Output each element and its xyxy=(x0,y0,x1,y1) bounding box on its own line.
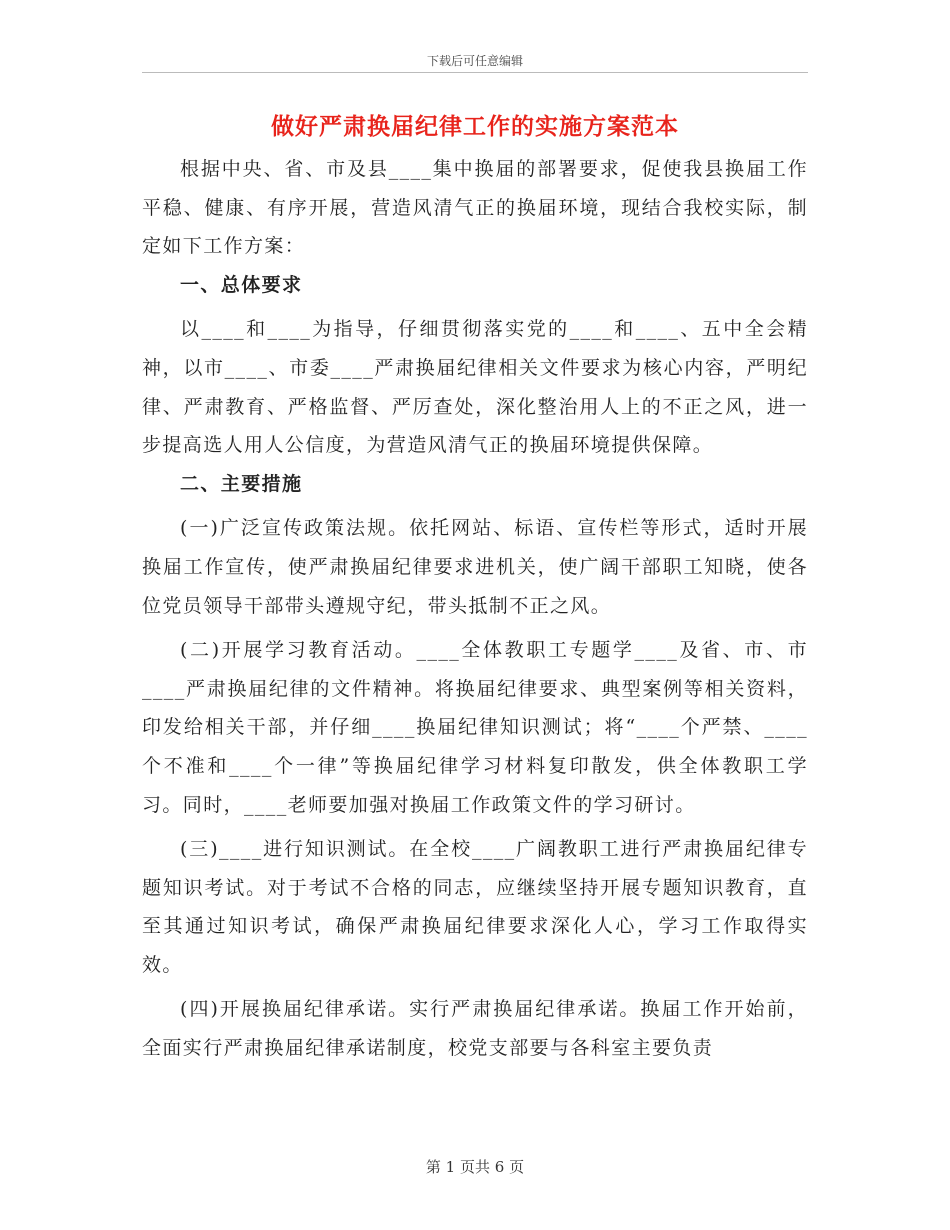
header-divider xyxy=(142,72,808,73)
section-heading-measures: 二、主要措施 xyxy=(180,472,303,495)
section-general-paragraph: 以____和____为指导，仔细贯彻落实党的____和____、五中全会精神，以市____、市委____严肃换届纪律相关文件要求为核心内容，严明纪律、严肃教育、严格监督、严厉查处，深化整治用人上的不正之风，进一步提高选人用人公信度，为营造风清气正的换届环境提供保障。 xyxy=(142,318,808,457)
measure-paragraph-1: (一)广泛宣传政策法规。依托网站、标语、宣传栏等形式，适时开展换届工作宣传，使严肃换届纪律要求进机关，使广阔干部职工知晓，使各位党员领导干部带头遵规守纪，带头抵制不正之风。 xyxy=(142,517,808,617)
intro-paragraph: 根据中央、省、市及县____集中换届的部署要求，促使我县换届工作平稳、健康、有序开展，营造风清气正的换届环境，现结合我校实际，制定如下工作方案： xyxy=(142,158,808,258)
document-body xyxy=(142,150,808,1068)
page-header-note: 下载后可任意编辑 xyxy=(426,54,523,68)
document-title: 做好严肃换届纪律工作的实施方案范本 xyxy=(271,113,679,140)
measure-paragraph-3: (三)____进行知识测试。在全校____广阔教职工进行严肃换届纪律专题知识考试。对于考试不合格的同志，应继续坚持开展专题知识教育，直至其通过知识考试，确保严肃换届纪律要求深化人心，学习工作取得实效。 xyxy=(142,838,808,976)
page-number: 第 1 页共 6 页 xyxy=(425,1158,525,1176)
measure-paragraph-4: (四)开展换届纪律承诺。实行严肃换届纪律承诺。换届工作开始前，全面实行严肃换届纪律承诺制度，校党支部要与各科室主要负责 xyxy=(142,998,808,1060)
measure-paragraph-2: (二)开展学习教育活动。____全体教职工专题学____及省、市、市____严肃换届纪律的文件精神。将换届纪律要求、典型案例等相关资料，印发给相关干部，并仔细____换届纪律知识测试；将“____个严禁、____个不准和____个一律”等换届纪律学习材料复印散发，供全体教职工学习。同时，____老师要加强对换届工作政策文件的学习研讨。 xyxy=(142,639,808,816)
section-heading-general: 一、总体要求 xyxy=(180,273,303,296)
